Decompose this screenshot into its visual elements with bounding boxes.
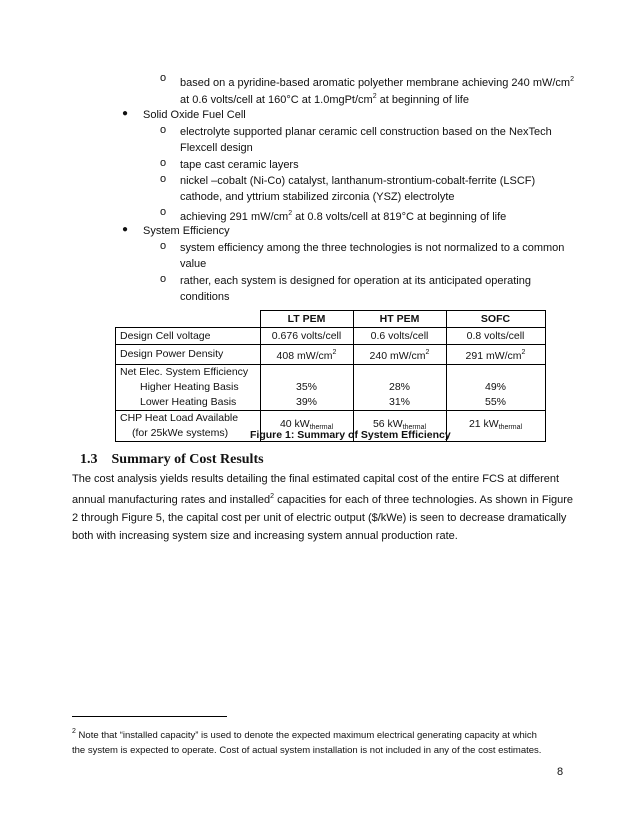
chp-lt-pem: 40 $kW_{thermal}$ [260, 411, 353, 442]
system-efficiency-bullet-label: System Efficiency [143, 225, 230, 237]
sofc-bullet-label: Solid Oxide Fuel Cell [143, 109, 246, 121]
row-label-power-density: Design Power Density [116, 345, 261, 365]
footnote-rule [72, 716, 227, 717]
table-corner-cell [116, 311, 261, 328]
system-efficiency-table [115, 310, 546, 442]
figure-caption: Figure 1: Summary of System Efficiency [250, 429, 451, 441]
row-label-chp-heat-load: CHP Heat Load Available (for 25kWe systems) [116, 411, 261, 442]
sub-bullet-marker: o [160, 72, 167, 84]
chp-ht-pem: 56 $kW_{thermal}$ [353, 411, 446, 442]
sys-eff-sub1-line1: system efficiency among the three technologies is not normalized to a common [180, 242, 565, 254]
sys-eff-sub1-line2: value [180, 258, 207, 270]
cell-voltage-ht-pem: 0.6 volts/cell [353, 328, 446, 345]
bullet-marker: ● [122, 108, 129, 119]
efficiency-sofc: 49% 55% [446, 365, 545, 411]
row-label-cell-voltage: Design Cell voltage [116, 328, 261, 345]
section-paragraph: The cost analysis yields results detailing the final estimated capital cost of the entire FCS at different annual manufacturing rates and installed$^2$ capacities for each of three technologies. As shown in Figure 2 through Figure 5, the capital cost per unit of electric output ($/kWe) is seen to decrease dramatically both with increasing system size and increasing system annual production rate. [72, 473, 574, 542]
cell-voltage-sofc: 0.8 volts/cell [446, 328, 545, 345]
section-heading: 1.3 Summary of Cost Results [80, 452, 264, 467]
header-ht-pem: HT PEM [353, 311, 446, 328]
sub-bullet-marker: o [160, 173, 167, 185]
ht-pem-membrane-line1: based on a pyridine-based aromatic polyether membrane achieving 240 $mW/cm^2$ [180, 76, 574, 89]
chp-sofc: 21 $kW_{thermal}$ [446, 411, 545, 442]
power-density-lt-pem: 408 $mW/cm^2$ [260, 345, 353, 365]
sofc-sub1-line2: Flexcell design [180, 142, 253, 154]
power-density-sofc: 291 $mW/cm^2$ [446, 345, 545, 365]
sub-bullet-marker: o [160, 157, 167, 169]
footnote: $^2$ Note that “installed capacity” is used to denote the expected maximum electrical generating capacity at which the system is expected to operate. Cost of actual system installation is not included in any of the cost estimates. [72, 728, 542, 756]
sub-bullet-marker: o [160, 240, 167, 252]
row-label-system-efficiency: Net Elec. System Efficiency Higher Heating Basis Lower Heating Basis [116, 365, 261, 411]
bullet-marker: ● [122, 224, 129, 235]
sub-bullet-marker: o [160, 206, 167, 218]
sub-bullet-marker: o [160, 124, 167, 136]
footnote-marker: 2 [72, 728, 76, 735]
sofc-sub1-line1: electrolyte supported planar ceramic cell construction based on the NexTech [180, 126, 552, 138]
power-density-ht-pem: 240 $mW/cm^2$ [353, 345, 446, 365]
sofc-sub2: tape cast ceramic layers [180, 159, 299, 171]
table-row [116, 328, 546, 345]
table-row [116, 365, 546, 411]
sofc-sub4: achieving 291 $mW/cm^2$ at 0.8 volts/cell at 819°C at beginning of life [180, 210, 507, 223]
sofc-sub3-line2: cathode, and yttrium stabilized zirconia (YSZ) electrolyte [180, 191, 455, 203]
page-number: 8 [557, 766, 564, 778]
header-sofc: SOFC [446, 311, 545, 328]
ht-pem-membrane-line2: at 0.6 volts/cell at 160°C at $1.0mgPt/cm^2$ at beginning of life [180, 93, 469, 106]
table-row [116, 345, 546, 365]
sys-eff-sub2-line2: conditions [180, 291, 230, 303]
sub-bullet-marker: o [160, 273, 167, 285]
efficiency-ht-pem: 28% 31% [353, 365, 446, 411]
header-lt-pem: LT PEM [260, 311, 353, 328]
efficiency-lt-pem: 35% 39% [260, 365, 353, 411]
sys-eff-sub2-line1: rather, each system is designed for operation at its anticipated operating [180, 275, 531, 287]
cell-voltage-lt-pem: 0.676 volts/cell [260, 328, 353, 345]
table-header-row [116, 311, 546, 328]
sofc-sub3-line1: nickel –cobalt (Ni-Co) catalyst, lanthanum-strontium-cobalt-ferrite (LSCF) [180, 175, 536, 187]
